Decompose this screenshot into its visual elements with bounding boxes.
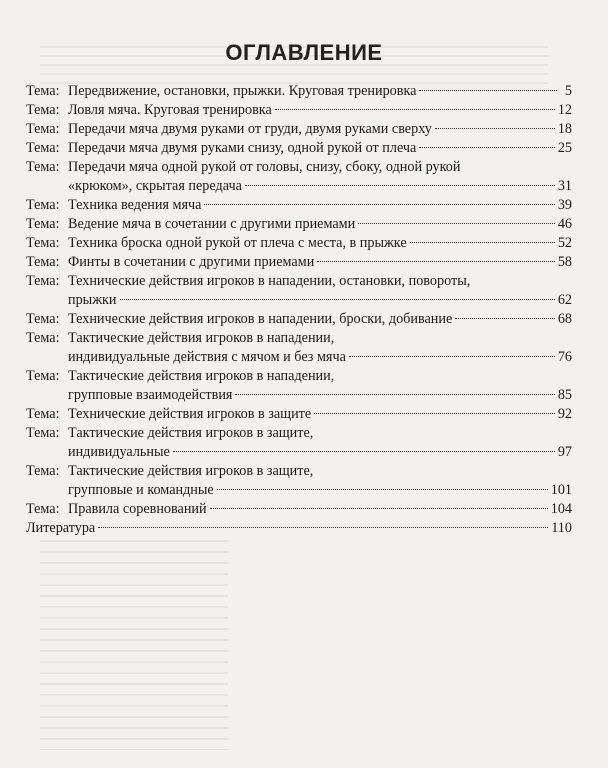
toc-entry-line	[26, 158, 572, 177]
toc-entry-title: Тактические действия игроков в нападении,	[68, 330, 335, 346]
toc-entry-line	[26, 82, 572, 101]
page-title: ОГЛАВЛЕНИЕ	[225, 40, 383, 65]
toc-entry-line	[26, 310, 572, 329]
toc-entry-line	[26, 253, 572, 272]
toc-page-number: 18	[557, 121, 572, 137]
dot-leader	[419, 147, 554, 148]
dot-leader	[204, 204, 554, 205]
toc-entry-prefix: Тема:	[26, 121, 60, 137]
toc-entry-title: Техника ведения мяча	[68, 197, 202, 213]
toc-entry-title: Передачи мяча двумя руками снизу, одной рукой от плеча	[68, 140, 417, 156]
dot-leader	[349, 356, 555, 357]
toc-entry-prefix: Тема:	[26, 273, 60, 289]
toc-entry-title: Тактические действия игроков в защите,	[68, 425, 314, 441]
toc-entry-title: Литература	[26, 520, 96, 536]
toc-entry-prefix: Тема:	[26, 425, 60, 441]
dot-leader	[98, 527, 548, 528]
toc-entry-line	[26, 481, 572, 500]
toc-entry-line	[26, 234, 572, 253]
dot-leader	[217, 489, 548, 490]
toc-entry-line	[26, 386, 572, 405]
toc-entry-prefix: Тема:	[26, 463, 60, 479]
toc-entry-title: прыжки	[68, 292, 117, 308]
toc-entry-prefix: Тема:	[26, 216, 60, 232]
toc-entry-title: Технические действия игроков в нападении, броски, добивание	[68, 311, 453, 327]
toc-entry-title: Финты в сочетании с другими приемами	[68, 254, 315, 270]
toc-entry-title: Тактические действия игроков в нападении,	[68, 368, 335, 384]
toc-entry-title: Ловля мяча. Круговая тренировка	[68, 102, 272, 118]
toc-entry-title: Передачи мяча одной рукой от головы, снизу, сбоку, одной рукой	[68, 159, 461, 175]
dot-leader	[455, 318, 555, 319]
toc-page-number: 101	[550, 482, 572, 498]
toc-entry-prefix: Тема:	[26, 83, 60, 99]
toc-entry-title: групповые взаимодействия	[68, 387, 233, 403]
toc-entry-line	[26, 500, 572, 519]
toc-entry-prefix: Тема:	[26, 140, 60, 156]
toc-page-number: 104	[550, 501, 572, 517]
toc-page-number: 39	[557, 197, 572, 213]
dot-leader	[419, 90, 557, 91]
toc-entry-prefix: Тема:	[26, 501, 60, 517]
dot-leader	[210, 508, 548, 509]
toc-page-number: 92	[557, 406, 572, 422]
toc-entry-line	[26, 101, 572, 120]
toc-page-number: 97	[557, 444, 572, 460]
toc-page-number: 85	[557, 387, 572, 403]
toc-entry-line	[26, 348, 572, 367]
dot-leader	[235, 394, 554, 395]
toc-entry-title: Технические действия игроков в защите	[68, 406, 312, 422]
dot-leader	[173, 451, 555, 452]
toc-entry-line	[26, 443, 572, 462]
toc-page-number: 25	[557, 140, 572, 156]
toc-entry-line	[26, 272, 572, 291]
toc-entry-line	[26, 424, 572, 443]
toc-entry-title: индивидуальные действия с мячом и без мяча	[68, 349, 346, 365]
toc-entry-prefix: Тема:	[26, 406, 60, 422]
dot-leader	[245, 185, 555, 186]
toc-page-number: 68	[557, 311, 572, 327]
toc-entry-title: Технические действия игроков в нападении, остановки, повороты,	[68, 273, 471, 289]
toc-entry-title: Передачи мяча двумя руками от груди, двумя руками сверху	[68, 121, 432, 137]
toc-entry-prefix: Тема:	[26, 311, 60, 327]
toc-entry-title: Техника броска одной рукой от плеча с места, в прыжке	[68, 235, 407, 251]
toc-entry-title: индивидуальные	[68, 444, 170, 460]
toc-entry-line	[26, 120, 572, 139]
toc-entry-title: групповые и командные	[68, 482, 214, 498]
table-of-contents	[26, 82, 572, 538]
toc-page-number: 12	[557, 102, 572, 118]
toc-entry-title: Ведение мяча в сочетании с другими приемами	[68, 216, 356, 232]
toc-entry-line	[26, 367, 572, 386]
toc-entry-prefix: Тема:	[26, 254, 60, 270]
toc-page-number: 110	[551, 520, 572, 536]
dot-leader	[435, 128, 555, 129]
toc-page-number: 62	[557, 292, 572, 308]
toc-page-number: 5	[564, 83, 572, 99]
toc-entry-title: «крюком», скрытая передача	[68, 178, 242, 194]
toc-entry-title: Передвижение, остановки, прыжки. Круговая тренировка	[68, 83, 417, 99]
toc-entry-line	[26, 519, 572, 538]
toc-entry-title: Тактические действия игроков в защите,	[68, 463, 314, 479]
toc-entry-line	[26, 405, 572, 424]
toc-entry-prefix: Тема:	[26, 235, 60, 251]
toc-entry-prefix: Тема:	[26, 102, 60, 118]
dot-leader	[120, 299, 555, 300]
toc-entry-line	[26, 291, 572, 310]
toc-entry-line	[26, 139, 572, 158]
toc-entry-title: Правила соревнований	[68, 501, 207, 517]
toc-page-number: 58	[557, 254, 572, 270]
dot-leader	[358, 223, 555, 224]
toc-entry-prefix: Тема:	[26, 368, 60, 384]
toc-entry-prefix: Тема:	[26, 159, 60, 175]
toc-entry-line	[26, 177, 572, 196]
toc-entry-line	[26, 462, 572, 481]
toc-entry-line	[26, 329, 572, 348]
dot-leader	[275, 109, 555, 110]
toc-entry-prefix: Тема:	[26, 330, 60, 346]
toc-page-number: 52	[557, 235, 572, 251]
dot-leader	[317, 261, 555, 262]
bleed-through-texture	[40, 540, 228, 750]
toc-entry-line	[26, 196, 572, 215]
toc-entry-prefix: Тема:	[26, 197, 60, 213]
dot-leader	[314, 413, 555, 414]
toc-page-number: 76	[557, 349, 572, 365]
toc-entry-line	[26, 215, 572, 234]
toc-page-number: 31	[557, 178, 572, 194]
dot-leader	[410, 242, 555, 243]
toc-page-number: 46	[557, 216, 572, 232]
